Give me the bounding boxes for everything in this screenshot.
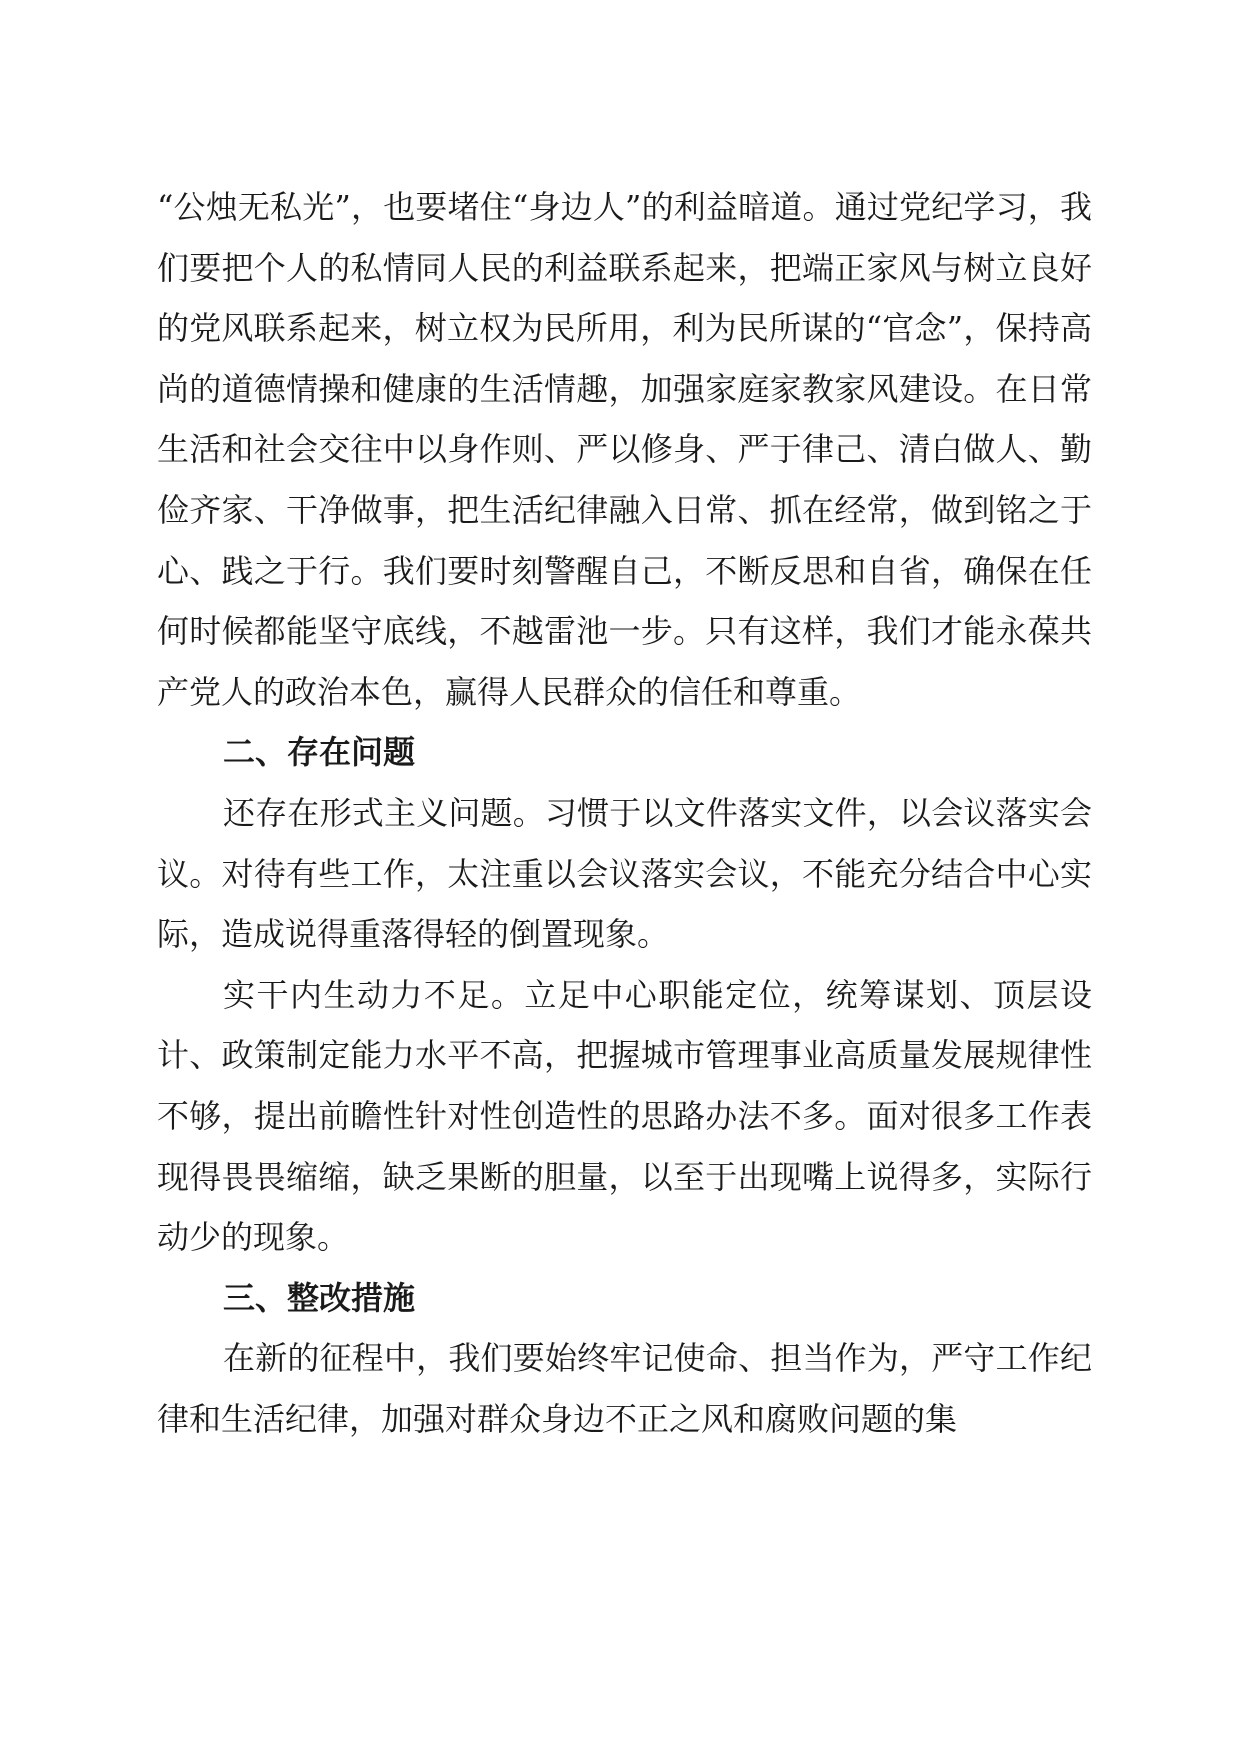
paragraph-problem-motivation: 实干内生动力不足。立足中心职能定位，统筹谋划、顶层设计、政策制定能力水平不高，把握城市管理事业高质量发展规律性不够，提出前瞻性针对性创造性的思路办法不多。面对很多工作表现得畏畏缩缩，缺乏果断的胆量，以至于出现嘴上说得多，实际行动少的现象。 <box>157 975 1092 1257</box>
paragraph-measures-start: 在新的征程中，我们要始终牢记使命、担当作为，严守工作纪律和生活纪律，加强对群众身边不正之风和腐败问题的集 <box>157 1339 1092 1438</box>
section-heading-problems: 二、存在问题 <box>223 733 416 772</box>
document-page <box>157 177 1092 1449</box>
section-heading-measures: 三、整改措施 <box>223 1278 416 1317</box>
paragraph-problem-formalism: 还存在形式主义问题。习惯于以文件落实文件，以会议落实会议。对待有些工作，太注重以会议落实会议，不能充分结合中心实际，造成说得重落得轻的倒置现象。 <box>157 793 1092 954</box>
paragraph-intro-continued: “公烛无私光”，也要堵住“身边人”的利益暗道。通过党纪学习，我们要把个人的私情同人民的利益联系起来，把端正家风与树立良好的党风联系起来，树立权为民所用，利为民所谋的“官念”，保持高尚的道德情操和健康的生活情趣，加强家庭家教家风建设。在日常生活和社会交往中以身作则、严以修身、严于律己、清白做人、勤俭齐家、干净做事，把生活纪律融入日常、抓在经常，做到铭之于心、践之于行。我们要时刻警醒自己，不断反思和自省，确保在任何时候都能坚守底线，不越雷池一步。只有这样，我们才能永葆共产党人的政治本色，赢得人民群众的信任和尊重。 <box>157 188 1092 711</box>
